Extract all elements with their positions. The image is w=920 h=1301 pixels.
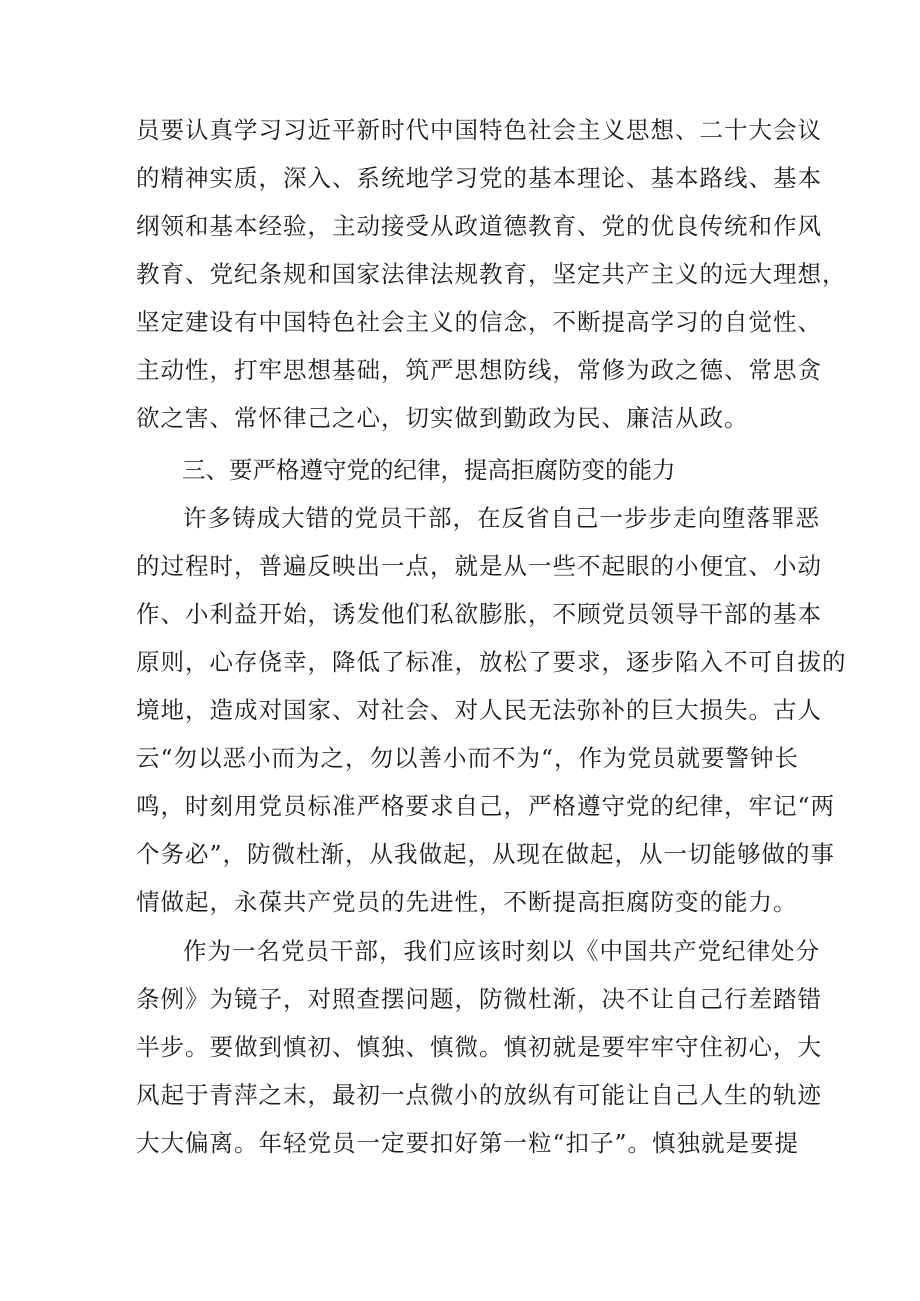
paragraph-line: 作、小利益开始，诱发他们私欲膨胀，不顾党员领导干部的基本 (136, 600, 822, 628)
paragraph-line: 许多铸成大错的党员干部，在反省自己一步步走向堕落罪恶 (183, 504, 820, 532)
paragraph-line: 原则，心存侥幸，降低了标准，放松了要求，逐步陷入不可自拔的 (136, 648, 847, 676)
paragraph-line: 作为一名党员干部，我们应该时刻以《中国共产党纪律处分 (183, 937, 820, 965)
paragraph-line: 半步。要做到慎初、慎独、慎微。慎初就是要牢牢守住初心，大 (136, 1033, 822, 1061)
paragraph-line: 情做起，永葆共产党员的先进性，不断提高拒腐防变的能力。 (136, 888, 798, 916)
paragraph-line: 风起于青萍之末，最初一点微小的放纵有可能让自己人生的轨迹 (136, 1081, 822, 1109)
paragraph-line: 坚定建设有中国特色社会主义的信念，不断提高学习的自觉性、 (136, 308, 822, 336)
paragraph-line: 的过程时，普遍反映出一点，就是从一些不起眼的小便宜、小动 (136, 552, 822, 580)
paragraph-3 (136, 927, 822, 1167)
paragraph-line: 欲之害、常怀律己之心，切实做到勤政为民、廉洁从政。 (136, 404, 749, 432)
paragraph-2 (136, 494, 847, 926)
paragraph-line: 境地，造成对国家、对社会、对人民无法弥补的巨大损失。古人 (136, 696, 822, 724)
paragraph-line: 主动性，打牢思想基础，筑严思想防线，常修为政之德、常思贪 (136, 356, 822, 384)
paragraph-line: 云“勿以恶小而为之，勿以善小而不为“，作为党员就要警钟长 (136, 744, 800, 772)
paragraph-line: 教育、党纪条规和国家法律法规教育，坚定共产主义的远大理想， (136, 260, 847, 288)
paragraph-line: 的精神实质，深入、系统地学习党的基本理论、基本路线、基本 (136, 164, 822, 192)
paragraph-1 (136, 106, 847, 442)
paragraph-line: 大大偏离。年轻党员一定要扣好第一粒“扣子”。慎独就是要提 (136, 1129, 800, 1157)
section-heading: 三、要严格遵守党的纪律，提高拒腐防变的能力 (182, 456, 676, 484)
paragraph-line: 个务必”，防微杜渐，从我做起，从现在做起，从一切能够做的事 (136, 840, 836, 868)
paragraph-line: 条例》为镜子，对照查摆问题，防微杜渐，决不让自己行差踏错 (136, 985, 822, 1013)
paragraph-line: 员要认真学习习近平新时代中国特色社会主义思想、二十大会议 (136, 116, 822, 144)
paragraph-line: 鸣，时刻用党员标准严格要求自己，严格遵守党的纪律，牢记“两 (136, 792, 836, 820)
paragraph-line: 纲领和基本经验，主动接受从政道德教育、党的优良传统和作风 (136, 212, 822, 240)
